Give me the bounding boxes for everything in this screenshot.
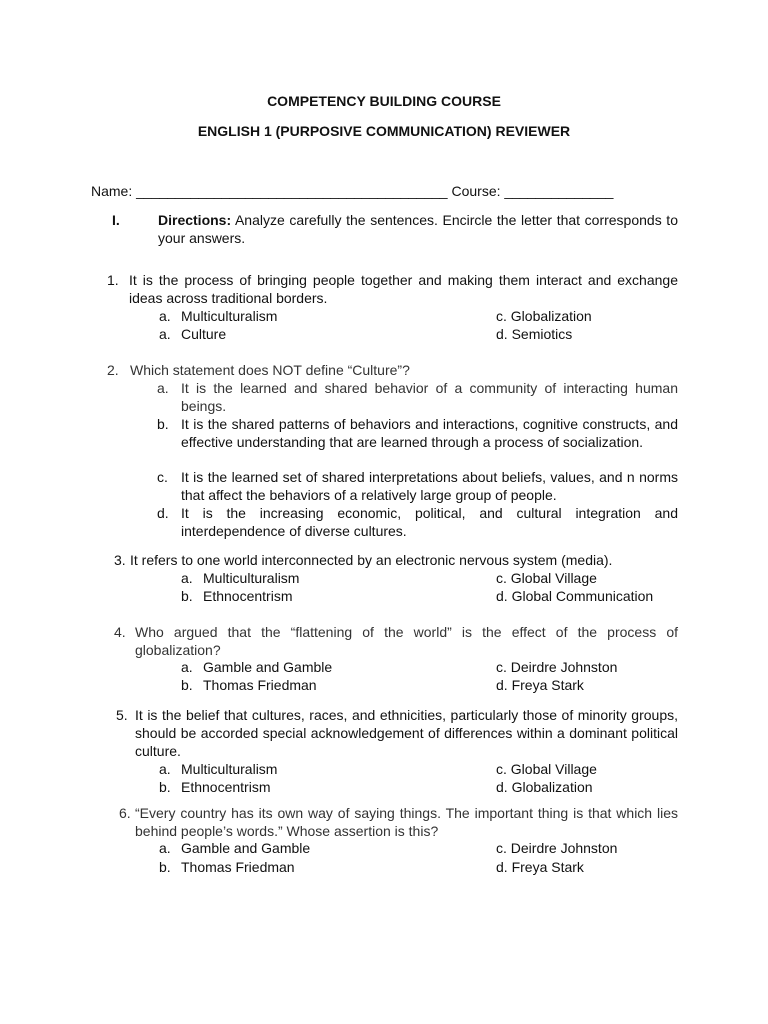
question-number: 5. (116, 707, 128, 723)
option: b. Thomas Friedman (181, 677, 317, 693)
name-label: Name: (91, 183, 133, 199)
option: c. Deirdre Johnston (496, 840, 618, 856)
directions-label: Directions: (158, 212, 232, 228)
option: a. Multiculturalism (159, 308, 278, 324)
directions (158, 211, 678, 247)
course-blank: ______________ (504, 183, 614, 199)
option: a. Culture (159, 326, 227, 342)
question-number: 6. (119, 805, 131, 821)
directions-text: Analyze carefully the sentences. Encircle the letter that corresponds to your answers. (158, 212, 678, 246)
question-number: 1. (107, 272, 119, 288)
option: a. Gamble and Gamble (159, 840, 311, 856)
option: a. It is the learned and shared behavior of a community of interacting human beings. (157, 380, 678, 414)
name-blank: ________________________________________ (136, 183, 448, 199)
option: b. Ethnocentrism (181, 588, 293, 604)
option: a. Multiculturalism (159, 761, 278, 777)
reviewer-title: ENGLISH 1 (PURPOSIVE COMMUNICATION) REVIEWER (197, 123, 571, 139)
course-title: COMPETENCY BUILDING COURSE (267, 93, 501, 109)
section-number: I. (112, 212, 120, 228)
option: a. Gamble and Gamble (181, 659, 333, 675)
option: d. It is the increasing economic, political, and cultural integration and interdependence of diverse cultures. (157, 505, 678, 539)
option: b. Ethnocentrism (159, 779, 271, 795)
option: d. Global Communication (496, 588, 654, 604)
question-number: 3. (114, 552, 126, 568)
course-label: Course: (451, 183, 501, 199)
option: d. Freya Stark (496, 859, 584, 875)
option: b. It is the shared patterns of behaviors and interactions, cognitive constructs, and effective understanding that are learned through a process of socialization. (157, 416, 678, 450)
option: c. Global Village (496, 761, 597, 777)
question-text: It is the process of bringing people together and making them interact and exchange ideas across traditional borders. (129, 272, 678, 306)
question-number: 2. (107, 362, 119, 378)
option: d. Freya Stark (496, 677, 584, 693)
option: a. Multiculturalism (181, 570, 300, 586)
option: c. It is the learned set of shared interpretations about beliefs, values, and n norms that affect the behaviors of a relatively large group of people. (157, 469, 678, 503)
question-text: It is the belief that cultures, races, and ethnicities, particularly those of minority groups, should be accorded special acknowledgement of differences within a dominant political culture. (135, 707, 678, 759)
option: d. Semiotics (496, 326, 573, 342)
question-text: Who argued that the “flattening of the world” is the effect of the process of globalization? (135, 624, 678, 658)
option: c. Deirdre Johnston (496, 659, 618, 675)
question-text: Which statement does NOT define “Culture”? (130, 362, 410, 378)
option: b. Thomas Friedman (159, 859, 295, 875)
option: c. Globalization (496, 308, 592, 324)
option: d. Globalization (496, 779, 593, 795)
option: c. Global Village (496, 570, 597, 586)
name-course-line (91, 182, 613, 200)
question-text: It refers to one world interconnected by an electronic nervous system (media). (130, 552, 613, 568)
question-number: 4. (114, 624, 126, 640)
question-text: “Every country has its own way of saying things. The important thing is that which lies behind people’s words.” Whose assertion is this? (135, 805, 678, 839)
